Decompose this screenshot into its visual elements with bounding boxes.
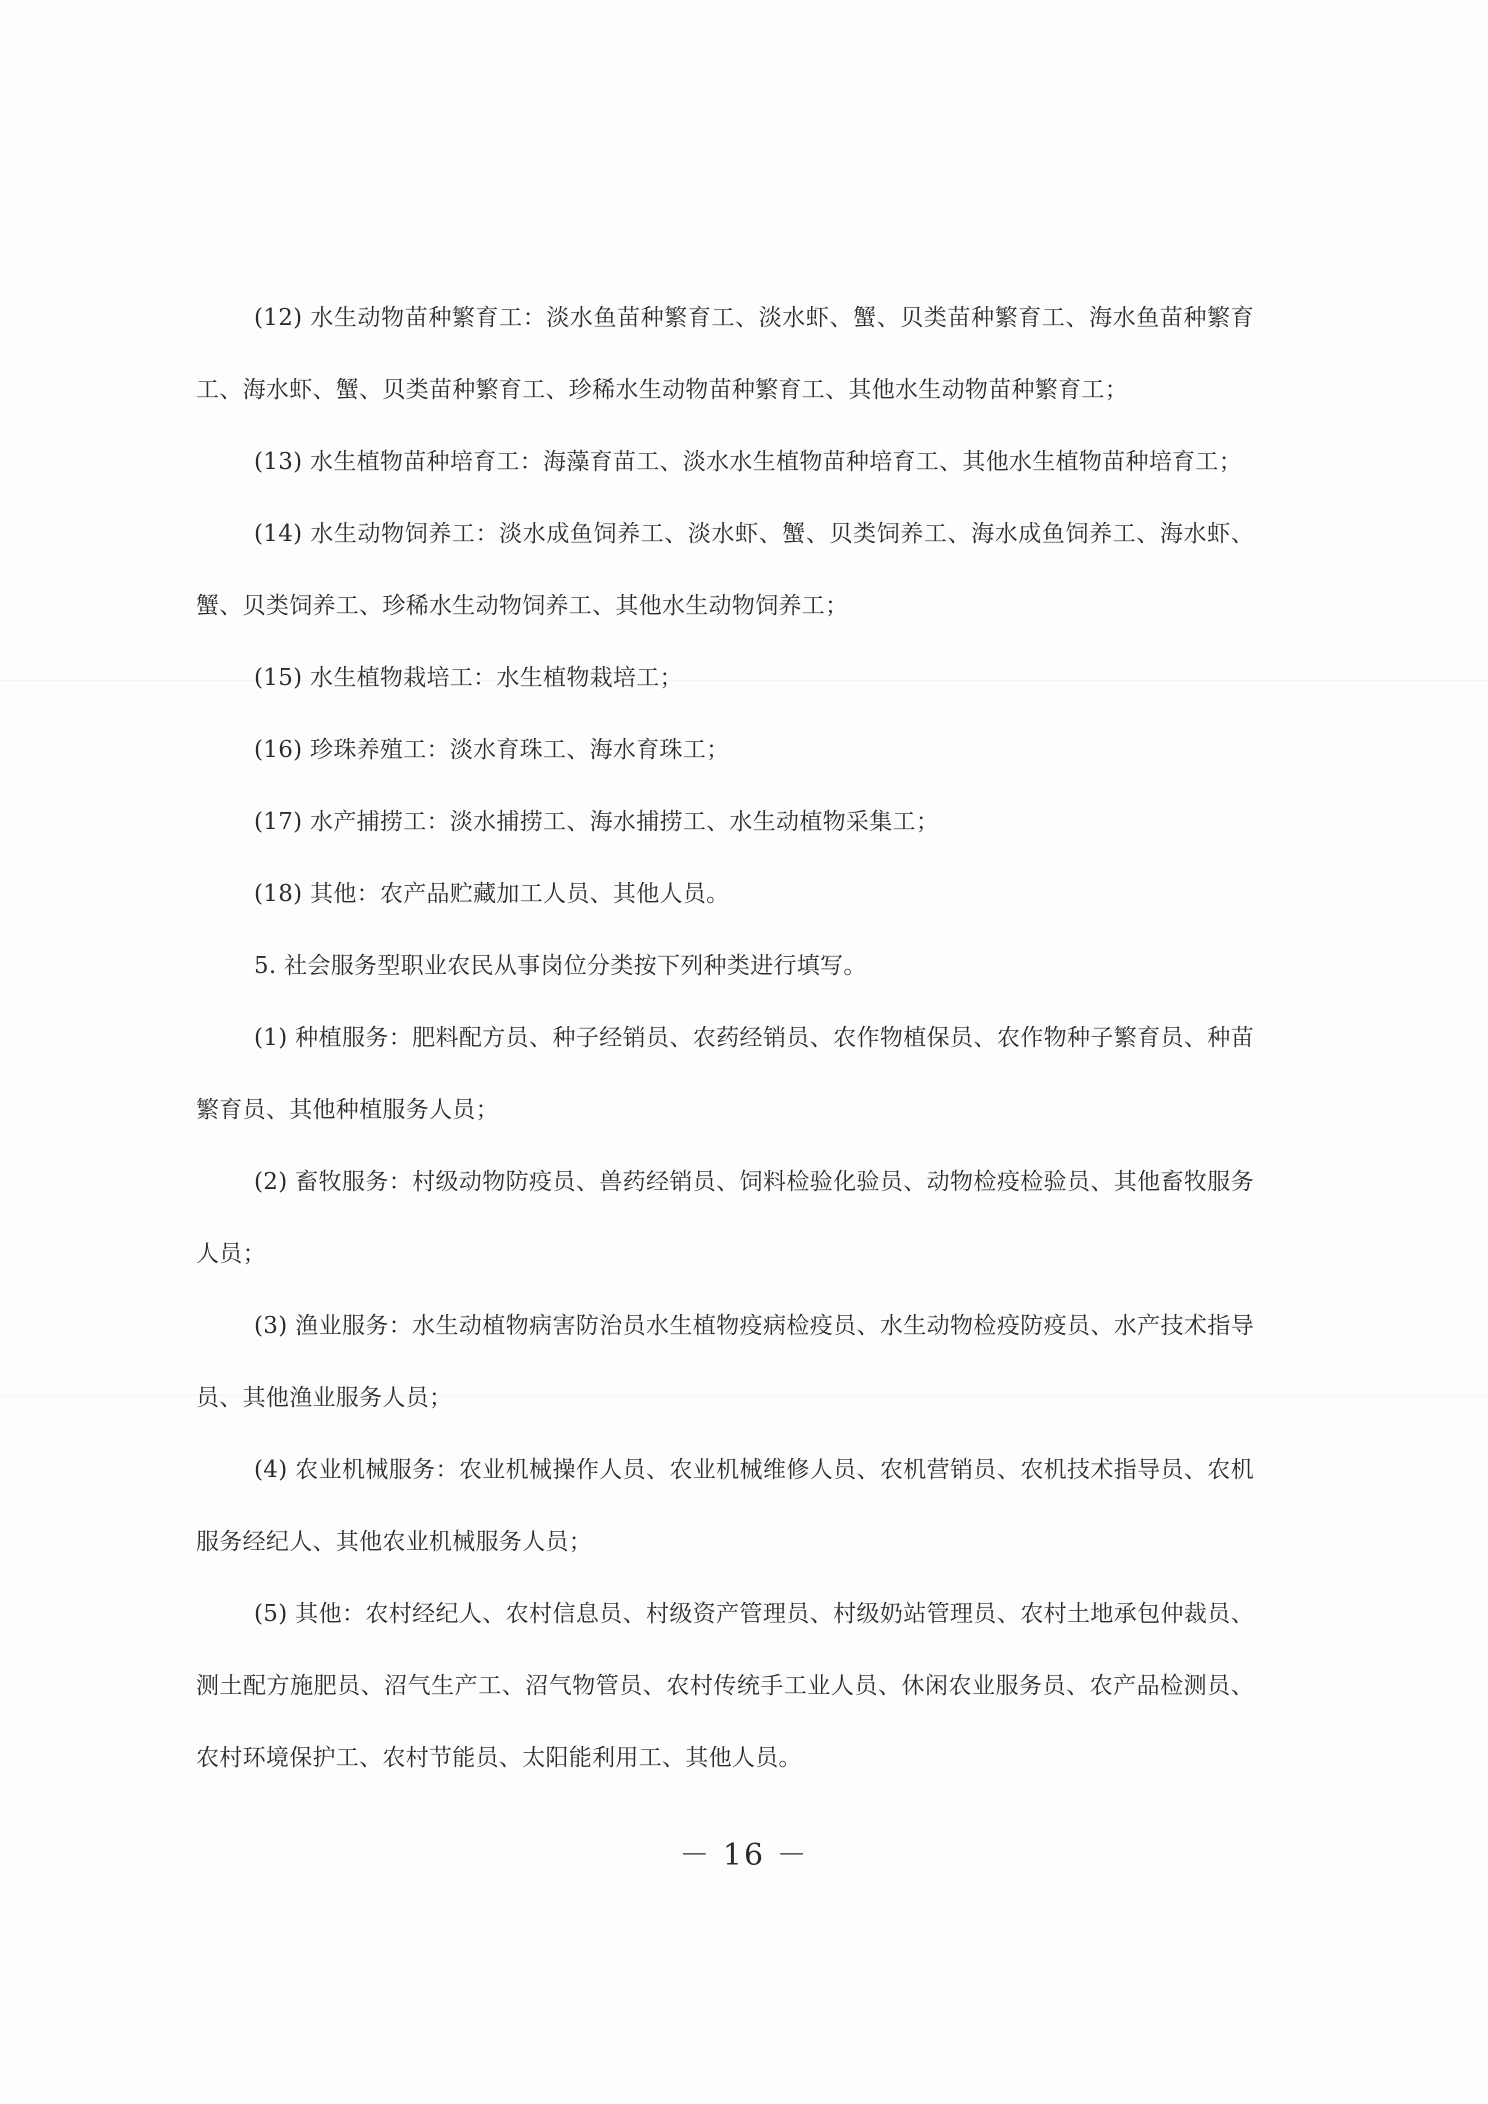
paragraph-machinery-service: (4) 农业机械服务：农业机械操作人员、农业机械维修人员、农机营销员、农机技术指导员、农机服务经纪人、其他农业机械服务人员； <box>196 1457 1254 1555</box>
paragraph-item-13: (13) 水生植物苗种培育工：海藻育苗工、淡水水生植物苗种培育工、其他水生植物苗种培育工； <box>254 449 1243 475</box>
page-number: － 16 － <box>679 1838 809 1873</box>
body-text <box>196 282 1254 1794</box>
paragraph-item-17: (17) 水产捕捞工：淡水捕捞工、海水捕捞工、水生动植物采集工； <box>254 809 940 835</box>
paragraph-planting-service: (1) 种植服务：肥料配方员、种子经销员、农药经销员、农作物植保员、农作物种子繁育员、种苗繁育员、其他种植服务人员； <box>196 1025 1254 1123</box>
section-heading-5: 5. 社会服务型职业农民从事岗位分类按下列种类进行填写。 <box>254 953 867 979</box>
paragraph-item-14: (14) 水生动物饲养工：淡水成鱼饲养工、淡水虾、蟹、贝类饲养工、海水成鱼饲养工、海水虾、蟹、贝类饲养工、珍稀水生动物饲养工、其他水生动物饲养工； <box>196 521 1254 619</box>
paragraph-livestock-service: (2) 畜牧服务：村级动物防疫员、兽药经销员、饲料检验化验员、动物检疫检验员、其他畜牧服务人员； <box>196 1169 1254 1267</box>
paragraph-item-18: (18) 其他：农产品贮藏加工人员、其他人员。 <box>254 881 730 907</box>
paragraph-fishery-service: (3) 渔业服务：水生动植物病害防治员水生植物疫病检疫员、水生动物检疫防疫员、水产技术指导员、其他渔业服务人员； <box>196 1313 1254 1411</box>
paragraph-item-15: (15) 水生植物栽培工：水生植物栽培工； <box>254 665 683 691</box>
paragraph-other-service: (5) 其他：农村经纪人、农村信息员、村级资产管理员、村级奶站管理员、农村土地承包仲裁员、测土配方施肥员、沼气生产工、沼气物管员、农村传统手工业人员、休闲农业服务员、农产品检测员、农村环境保护工、农村节能员、太阳能利用工、其他人员。 <box>196 1601 1254 1771</box>
paragraph-item-16: (16) 珍珠养殖工：淡水育珠工、海水育珠工； <box>254 737 730 763</box>
paragraph-item-12: (12) 水生动物苗种繁育工：淡水鱼苗种繁育工、淡水虾、蟹、贝类苗种繁育工、海水鱼苗种繁育工、海水虾、蟹、贝类苗种繁育工、珍稀水生动物苗种繁育工、其他水生动物苗种繁育工； <box>196 305 1254 403</box>
